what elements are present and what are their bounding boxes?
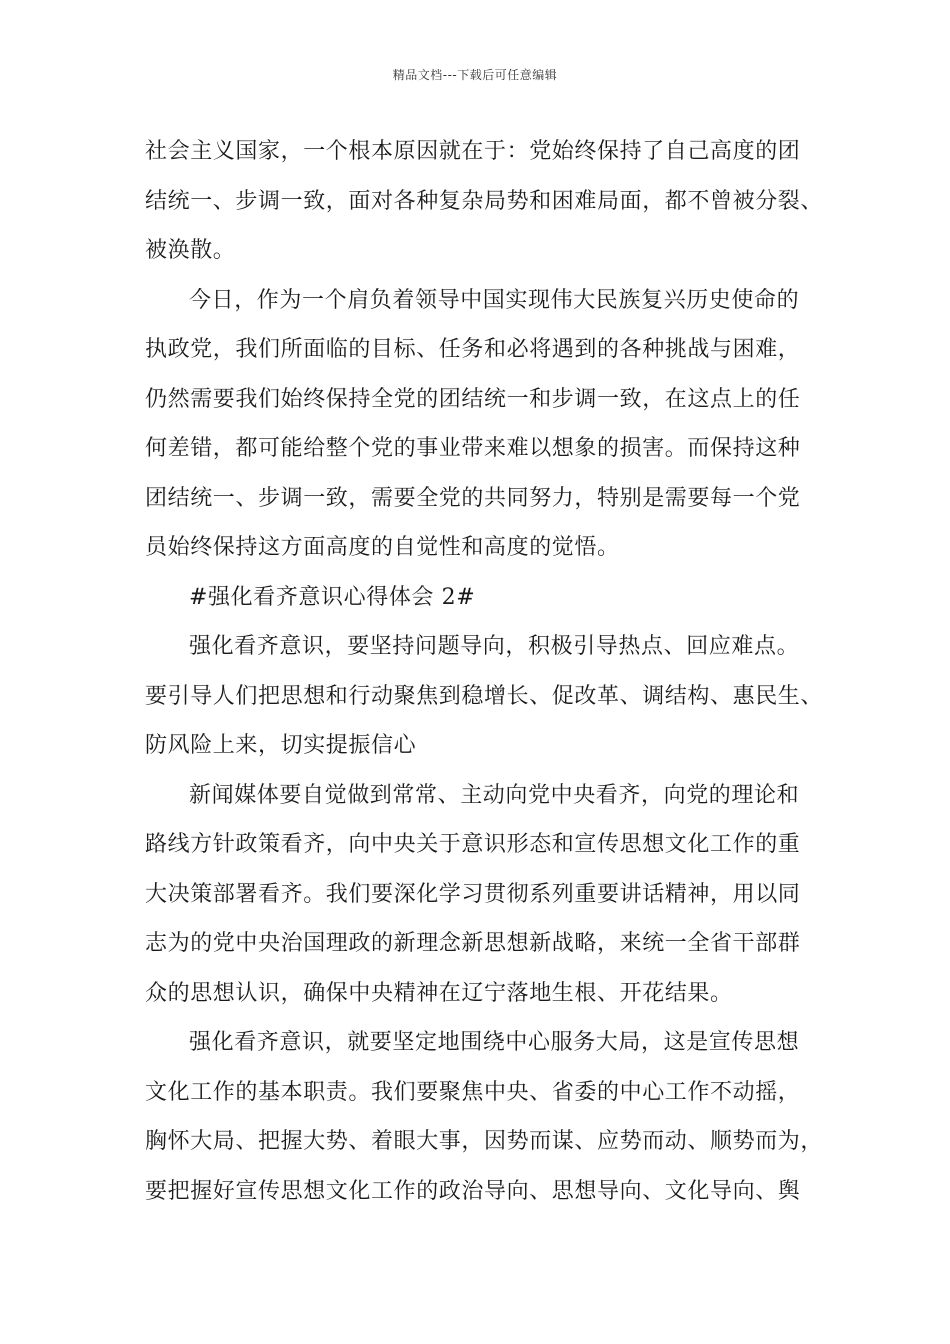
text-line: 要引导人们把思想和行动聚焦到稳增长、促改革、调结构、惠民生、 xyxy=(145,683,824,709)
section-heading: #强化看齐意识心得体会 2# xyxy=(189,584,476,610)
text-line: 结统一、步调一致，面对各种复杂局势和困难局面，都不曾被分裂、 xyxy=(145,188,824,214)
text-line: 胸怀大局、把握大势、着眼大事，因势而谋、应势而动、顺势而为， xyxy=(145,1129,824,1154)
text-line: 执政党，我们所面临的目标、任务和必将遇到的各种挑战与困难， xyxy=(145,337,801,362)
text-line: 仍然需要我们始终保持全党的团结统一和步调一致，在这点上的任 xyxy=(145,386,801,412)
text-line: 今日，作为一个肩负着领导中国实现伟大民族复兴历史使命的 xyxy=(189,287,800,313)
text-line: 社会主义国家，一个根本原因就在于：党始终保持了自己高度的团 xyxy=(145,139,801,164)
text-line: 团结统一、步调一致，需要全党的共同努力，特别是需要每一个党 xyxy=(145,485,801,511)
text-line: 路线方针政策看齐，向中央关于意识形态和宣传思想文化工作的重 xyxy=(145,832,801,857)
text-line: 文化工作的基本职责。我们要聚焦中央、省委的中心工作不动摇， xyxy=(145,1079,801,1105)
text-line: 何差错，都可能给整个党的事业带来难以想象的损害。而保持这种 xyxy=(145,436,801,461)
text-line: 众的思想认识，确保中央精神在辽宁落地生根、开花结果。 xyxy=(145,980,733,1006)
text-line: 强化看齐意识，要坚持问题导向，积极引导热点、回应难点。 xyxy=(189,634,800,659)
text-line: 防风险上来，切实提振信心 xyxy=(145,733,417,758)
text-line: 志为的党中央治国理政的新理念新思想新战略，来统一全省干部群 xyxy=(145,931,801,956)
text-line: 新闻媒体要自觉做到常常、主动向党中央看齐，向党的理论和 xyxy=(189,782,800,808)
text-line: 被涣散。 xyxy=(145,238,236,263)
text-line: 强化看齐意识，就要坚定地围绕中心服务大局，这是宣传思想 xyxy=(189,1030,800,1055)
text-line: 大决策部署看齐。我们要深化学习贯彻系列重要讲话精神，用以同 xyxy=(145,881,801,907)
document-body xyxy=(145,127,845,1216)
text-line: 要把握好宣传思想文化工作的政治导向、思想导向、文化导向、舆 xyxy=(145,1178,801,1204)
text-line: 员始终保持这方面高度的自觉性和高度的觉悟。 xyxy=(145,535,620,560)
page-header: 精品文档---下载后可任意编辑 xyxy=(392,68,558,82)
